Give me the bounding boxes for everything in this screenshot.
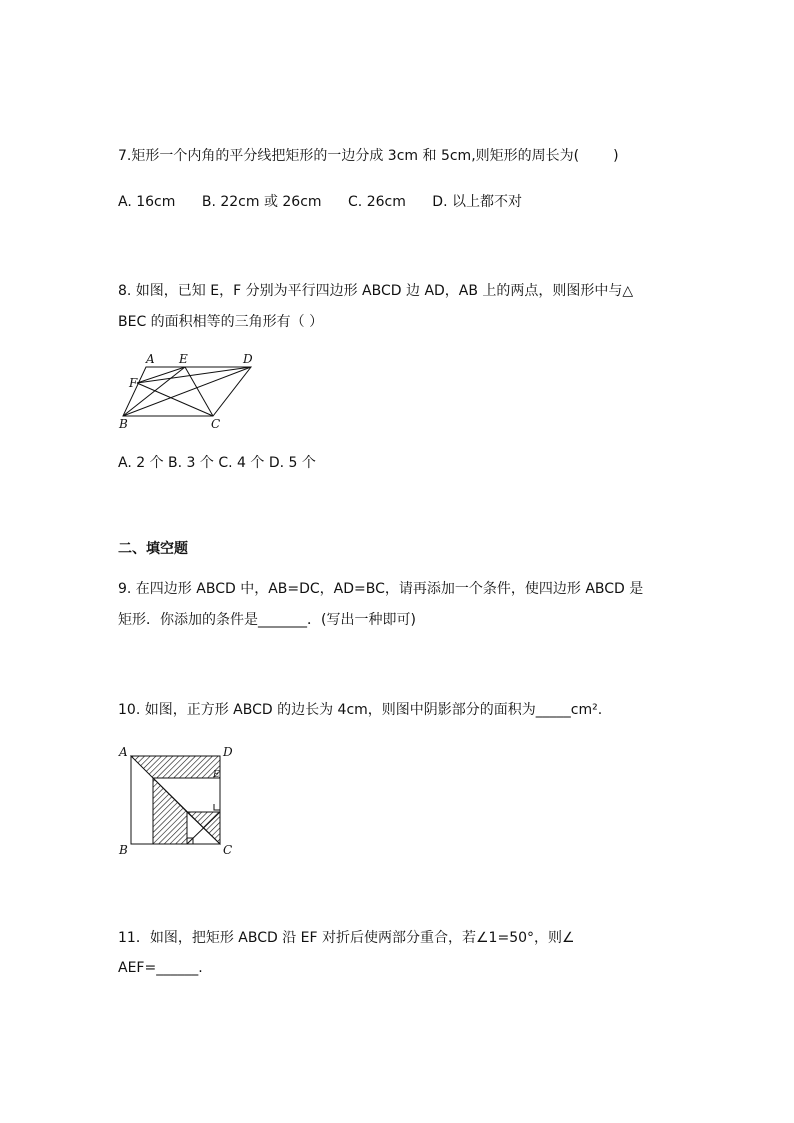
q7-option-a[interactable]: A. 16cm: [118, 194, 176, 210]
q8-label-E: E: [179, 352, 188, 366]
q7-paren-close: ): [613, 148, 619, 164]
q10-stem: 10. 如图，正方形 ABCD 的边长为 4cm，则图中阴影部分的面积为_____cm².: [118, 702, 603, 718]
q8-label-F: F: [129, 376, 138, 390]
q8-label-C: C: [211, 417, 221, 431]
q7-option-d[interactable]: D. 以上都不对: [432, 194, 522, 210]
q8-label-A: A: [146, 352, 155, 366]
q9-stem-line1: 9. 在四边形 ABCD 中，AB=DC，AD=BC，请再添加一个条件，使四边形 ABCD 是: [118, 581, 644, 597]
q8-label-B: B: [119, 417, 128, 431]
q7-options: [118, 192, 544, 212]
q10-shade-middle: [153, 778, 187, 844]
q8-segment-FC: [137, 383, 213, 416]
q8-parallelogram-figure: [115, 350, 265, 430]
q8-segment-BE: [123, 367, 185, 416]
q7-text: 7.矩形一个内角的平分线把矩形的一边分成 3cm 和 5cm,则矩形的周长为(: [118, 148, 580, 164]
q10-label-E: E: [213, 770, 220, 780]
q10-label-A: A: [119, 745, 128, 759]
q10-shade-top: [131, 756, 220, 778]
section-fill-in-blank: 二、填空题: [118, 541, 188, 557]
q11-stem-line1: 11．如图，把矩形 ABCD 沿 EF 对折后使两部分重合，若∠1=50°，则∠: [118, 930, 575, 946]
q8-stem-line2: BEC 的面积相等的三角形有（ ）: [118, 314, 324, 330]
q8-label-D: D: [243, 352, 253, 366]
q11-stem-line2: AEF=______.: [118, 960, 203, 976]
q7-stem: [118, 146, 619, 166]
q10-label-C: C: [223, 843, 233, 857]
q10-label-D: D: [223, 745, 233, 759]
q10-square-figure: [115, 740, 245, 860]
q8-options[interactable]: A. 2 个 B. 3 个 C. 4 个 D. 5 个: [118, 455, 316, 471]
q7-option-c[interactable]: C. 26cm: [348, 194, 406, 210]
q7-option-b[interactable]: B. 22cm 或 26cm: [201, 194, 322, 210]
q10-right-angle-mark-1: [214, 804, 220, 810]
q10-label-B: B: [119, 843, 128, 857]
q8-stem-line1: 8. 如图，已知 E，F 分别为平行四边形 ABCD 边 AD，AB 上的两点，则图形中与△: [118, 283, 634, 299]
q8-segment-FE: [137, 367, 185, 383]
q9-stem-line2: 矩形．你添加的条件是_______．(写出一种即可): [118, 612, 416, 628]
q8-segment-FD: [137, 367, 251, 383]
